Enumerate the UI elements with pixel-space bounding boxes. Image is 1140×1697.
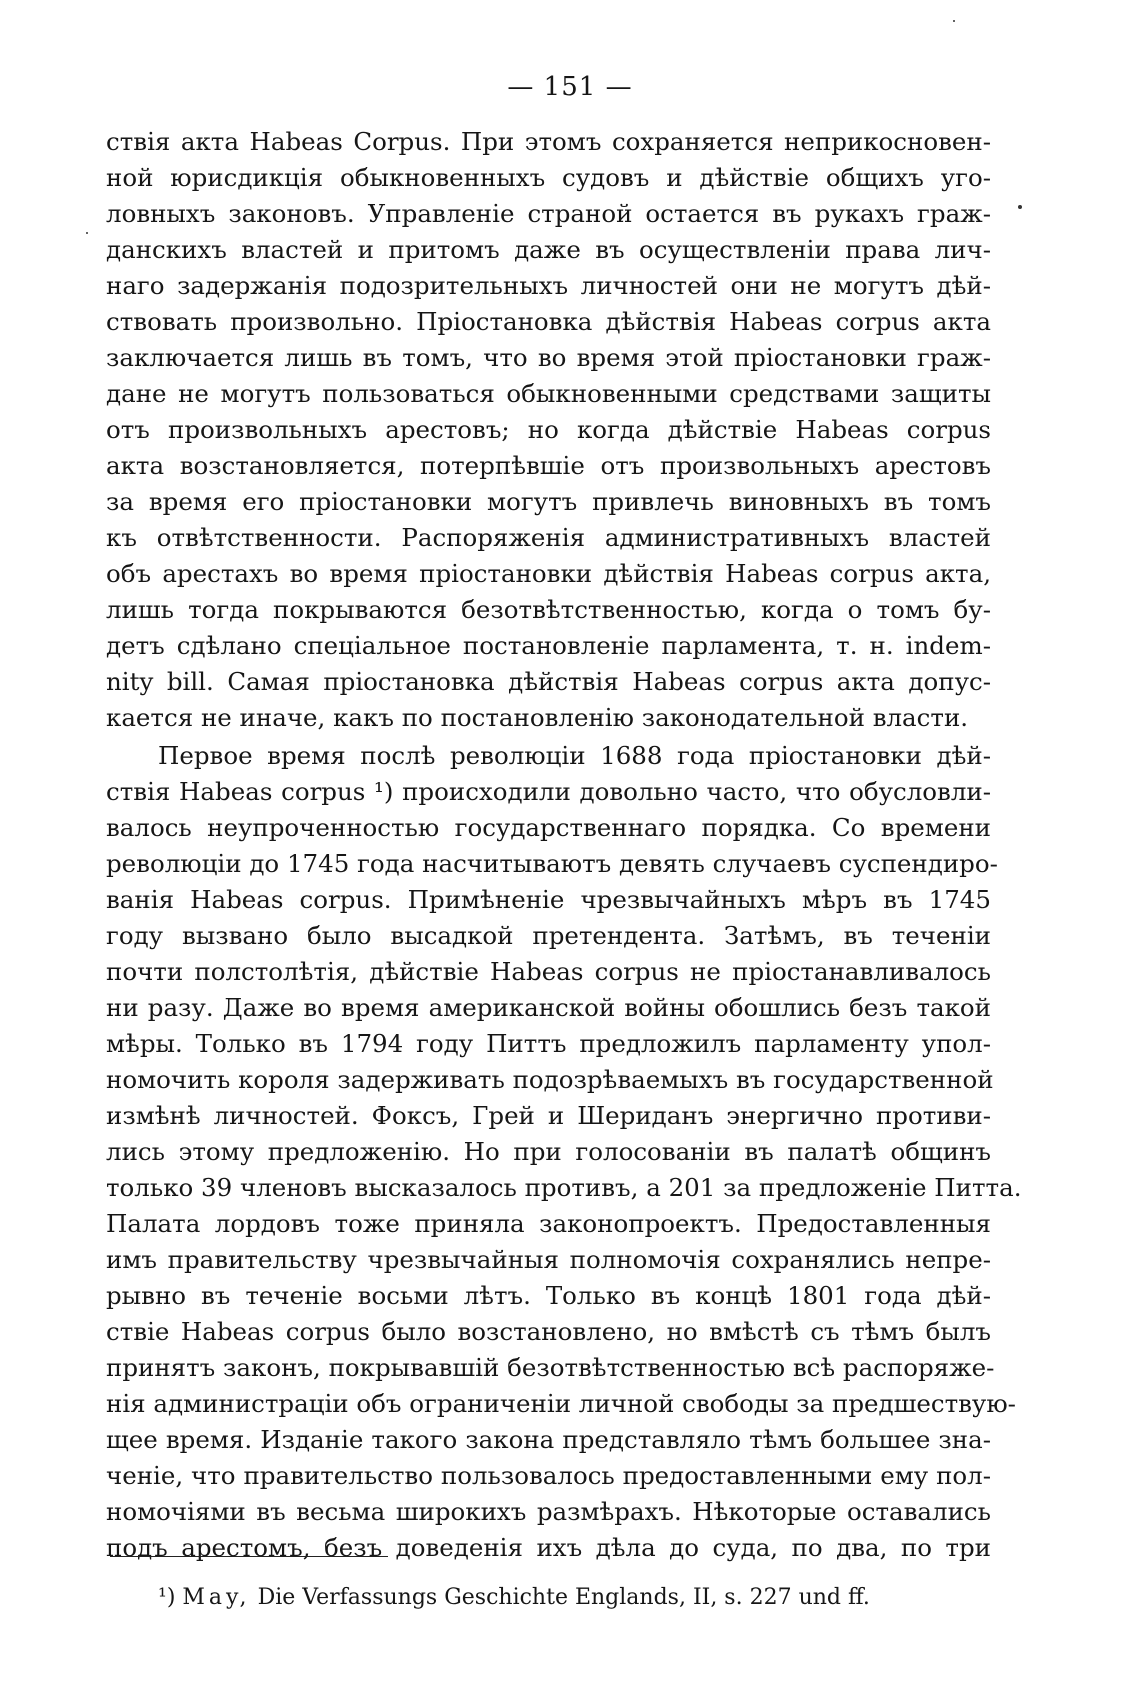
text-line: подъ арестомъ, безъ доведенія ихъ дѣла до суда, по два, по три bbox=[106, 1533, 991, 1562]
text-line: только 39 членовъ высказалось противъ, а 201 за предложеніе Питта. bbox=[106, 1173, 1022, 1202]
text-line: акта возстановляется, потерпѣвшіе отъ произвольныхъ арестовъ bbox=[106, 451, 991, 480]
text-line: лись этому предложенію. Но при голосованіи въ палатѣ общинъ bbox=[106, 1137, 991, 1166]
footnote-separator bbox=[110, 1556, 388, 1557]
text-line: Первое время послѣ революціи 1688 года пріостановки дѣй- bbox=[158, 741, 991, 770]
text-line: данскихъ властей и притомъ даже въ осуществленіи права лич- bbox=[106, 235, 991, 264]
body-text bbox=[106, 124, 1022, 1566]
text-line: nity bill. Самая пріостановка дѣйствія Habeas corpus акта допус- bbox=[106, 667, 991, 696]
text-line: ной юрисдикція обыкновенныхъ судовъ и дѣйствіе общихъ уго- bbox=[106, 163, 991, 192]
text-line: ствія Habeas corpus ¹) происходили довольно часто, что обусловли- bbox=[106, 777, 991, 806]
page-number: — 151 — bbox=[507, 72, 633, 102]
footnote bbox=[158, 1585, 870, 1610]
text-line: мѣры. Только въ 1794 году Питтъ предложилъ парламенту упол- bbox=[106, 1029, 991, 1058]
text-line: имъ правительству чрезвычайныя полномочія сохранялись непре- bbox=[106, 1245, 991, 1274]
scan-speck bbox=[953, 20, 955, 22]
text-line: щее время. Изданіе такого закона представляло тѣмъ большее зна- bbox=[106, 1425, 991, 1454]
text-line: за время его пріостановки могутъ привлечь виновныхъ въ томъ bbox=[106, 487, 991, 516]
text-line: ствіе Habeas corpus было возстановлено, но вмѣстѣ съ тѣмъ былъ bbox=[106, 1317, 991, 1346]
text-line: номочить короля задерживать подозрѣваемыхъ въ государственной bbox=[106, 1065, 994, 1094]
text-line: кается не иначе, какъ по постановленію законодательной власти. bbox=[106, 703, 969, 732]
text-line: объ арестахъ во время пріостановки дѣйствія Habeas corpus акта, bbox=[106, 559, 991, 588]
scan-speck bbox=[1018, 205, 1022, 209]
text-line: отъ произвольныхъ арестовъ; но когда дѣйствіе Habeas corpus bbox=[106, 415, 991, 444]
text-line: ствія акта Habeas Corpus. При этомъ сохраняется неприкосновен- bbox=[106, 127, 991, 156]
text-line: году вызвано было высадкой претендента. Затѣмъ, въ теченіи bbox=[106, 921, 991, 950]
text-line: детъ сдѣлано спеціальное постановленіе парламента, т. н. indem- bbox=[106, 631, 991, 660]
text-line: измѣнѣ личностей. Фоксъ, Грей и Шериданъ энергично противи- bbox=[106, 1101, 991, 1130]
scan-speck bbox=[86, 232, 88, 234]
text-line: Палата лордовъ тоже приняла законопроектъ. Предоставленныя bbox=[106, 1209, 991, 1238]
text-line: революціи до 1745 года насчитываютъ девять случаевъ суспендиро- bbox=[106, 849, 998, 878]
text-line: ченіе, что правительство пользовалось предоставленными ему пол- bbox=[106, 1461, 991, 1490]
footnote-text: Die Verfassungs Geschichte Englands, II, s. 227 und ff. bbox=[257, 1585, 870, 1610]
text-line: ствовать произвольно. Пріостановка дѣйствія Habeas corpus акта bbox=[106, 307, 991, 336]
text-line: дане не могутъ пользоваться обыкновенными средствами защиты bbox=[106, 379, 991, 408]
text-line: лишь тогда покрываются безотвѣтственностью, когда о томъ бу- bbox=[106, 595, 991, 624]
text-line: къ отвѣтственности. Распоряженія административныхъ властей bbox=[106, 523, 991, 552]
text-line: рывно въ теченіе восьми лѣтъ. Только въ концѣ 1801 года дѣй- bbox=[106, 1281, 991, 1310]
text-line: почти полстолѣтія, дѣйствіе Habeas corpus не пріостанавливалось bbox=[106, 957, 991, 986]
text-line: ни разу. Даже во время американской войны обошлись безъ такой bbox=[106, 993, 991, 1022]
text-line: заключается лишь въ томъ, что во время этой пріостановки граж- bbox=[106, 343, 991, 372]
text-line: ловныхъ законовъ. Управленіе страной остается въ рукахъ граж- bbox=[106, 199, 991, 228]
text-line: валось неупроченностью государственнаго порядка. Со времени bbox=[106, 813, 991, 842]
text-line: наго задержанія подозрительныхъ личностей они не могутъ дѣй- bbox=[106, 271, 991, 300]
text-line: нія администраціи объ ограниченіи личной свободы за предшествую- bbox=[106, 1389, 1016, 1418]
text-line: номочіями въ весьма широкихъ размѣрахъ. Нѣкоторые оставались bbox=[106, 1497, 991, 1526]
footnote-author: May, bbox=[182, 1585, 251, 1610]
text-line: ванія Habeas corpus. Примѣненіе чрезвычайныхъ мѣръ въ 1745 bbox=[106, 885, 991, 914]
text-line: принятъ законъ, покрывавшій безотвѣтственностью всѣ распоряже- bbox=[106, 1353, 995, 1382]
footnote-marker: ¹) bbox=[158, 1585, 176, 1610]
